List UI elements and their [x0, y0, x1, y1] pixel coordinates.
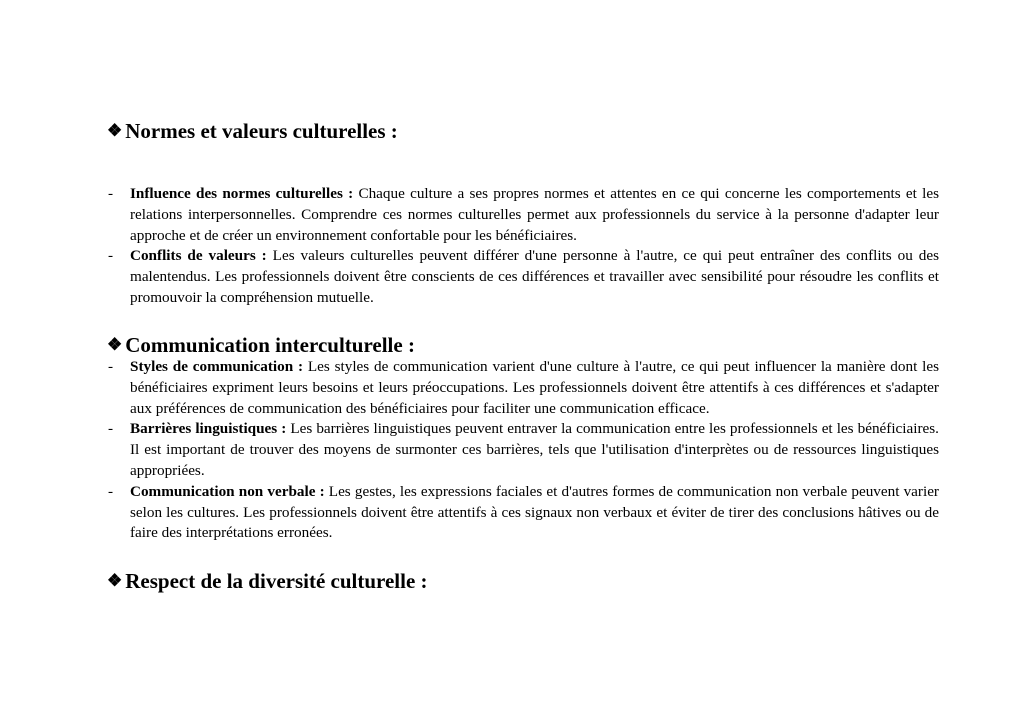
list-item-text: Les valeurs culturelles peuvent différer d'une personne à l'autre, ce qui peut entraîner des conflits ou des malentendus. Les professionnels doivent être conscients de ces différences et travailler avec sensibilité pour résoudre les conflits et promouvoir la compréhension mutuelle.	[130, 247, 939, 306]
dash-bullet: -	[108, 247, 114, 265]
list-item-term: Conflits de valeurs :	[130, 247, 267, 265]
list-item-term: Barrières linguistiques :	[130, 420, 287, 438]
section-title: Normes et valeurs culturelles :	[125, 119, 398, 143]
dash-bullet: -	[108, 420, 114, 438]
diamond-bullet-icon: ❖	[107, 335, 123, 354]
section-heading-respect-diversite	[107, 568, 428, 596]
section-list-normes-valeurs	[107, 184, 939, 309]
section-list-communication	[107, 357, 939, 544]
list-item-text: Les gestes, les expressions faciales et d'autres formes de communication non verbale peuvent varier selon les cultures. Les professionnels doivent être attentifs à ces signaux non verbaux et éviter de tirer des conclusions hâtives ou de faire des interprétations erronées.	[130, 482, 939, 542]
list-item-term: Communication non verbale :	[130, 482, 325, 500]
section-heading-communication	[107, 332, 415, 360]
dash-bullet: -	[108, 358, 114, 375]
section-heading-normes-valeurs	[107, 118, 398, 146]
list-item-term: Influence des normes culturelles :	[130, 185, 354, 202]
dash-bullet: -	[108, 482, 114, 500]
list-item	[107, 482, 939, 544]
list-item-text: Les barrières linguistiques peuvent entraver la communication entre les professionnels et les bénéficiaires. Il est important de trouver des moyens de surmonter ces barrières, tels que l'utilisation d'interprètes ou de ressources linguistiques appropriées.	[130, 420, 939, 479]
list-item-text: Chaque culture a ses propres normes et attentes en ce qui concerne les comportements et les relations interpersonnelles. Comprendre ces normes culturelles permet aux professionnels du service à la personne d'adapter leur approche et de créer un environnement confortable pour les bénéficiaires.	[130, 185, 940, 244]
list-item-term: Styles de communication :	[130, 358, 304, 375]
list-item	[107, 246, 939, 308]
list-item-text: Les styles de communication varient d'une culture à l'autre, ce qui peut influencer la manière dont les bénéficiaires expriment leurs besoins et leurs préoccupations. Les professionnels doivent être attentifs à ces différences et s'adapter aux préférences de communication des bénéficiaires pour faciliter une communication efficace.	[130, 358, 939, 417]
section-title: Communication interculturelle :	[125, 333, 415, 357]
diamond-bullet-icon: ❖	[107, 121, 123, 140]
list-item	[107, 184, 939, 246]
list-item	[107, 419, 939, 481]
diamond-bullet-icon: ❖	[107, 571, 123, 590]
section-title: Respect de la diversité culturelle :	[125, 569, 428, 593]
list-item	[107, 357, 939, 419]
dash-bullet: -	[108, 185, 114, 202]
